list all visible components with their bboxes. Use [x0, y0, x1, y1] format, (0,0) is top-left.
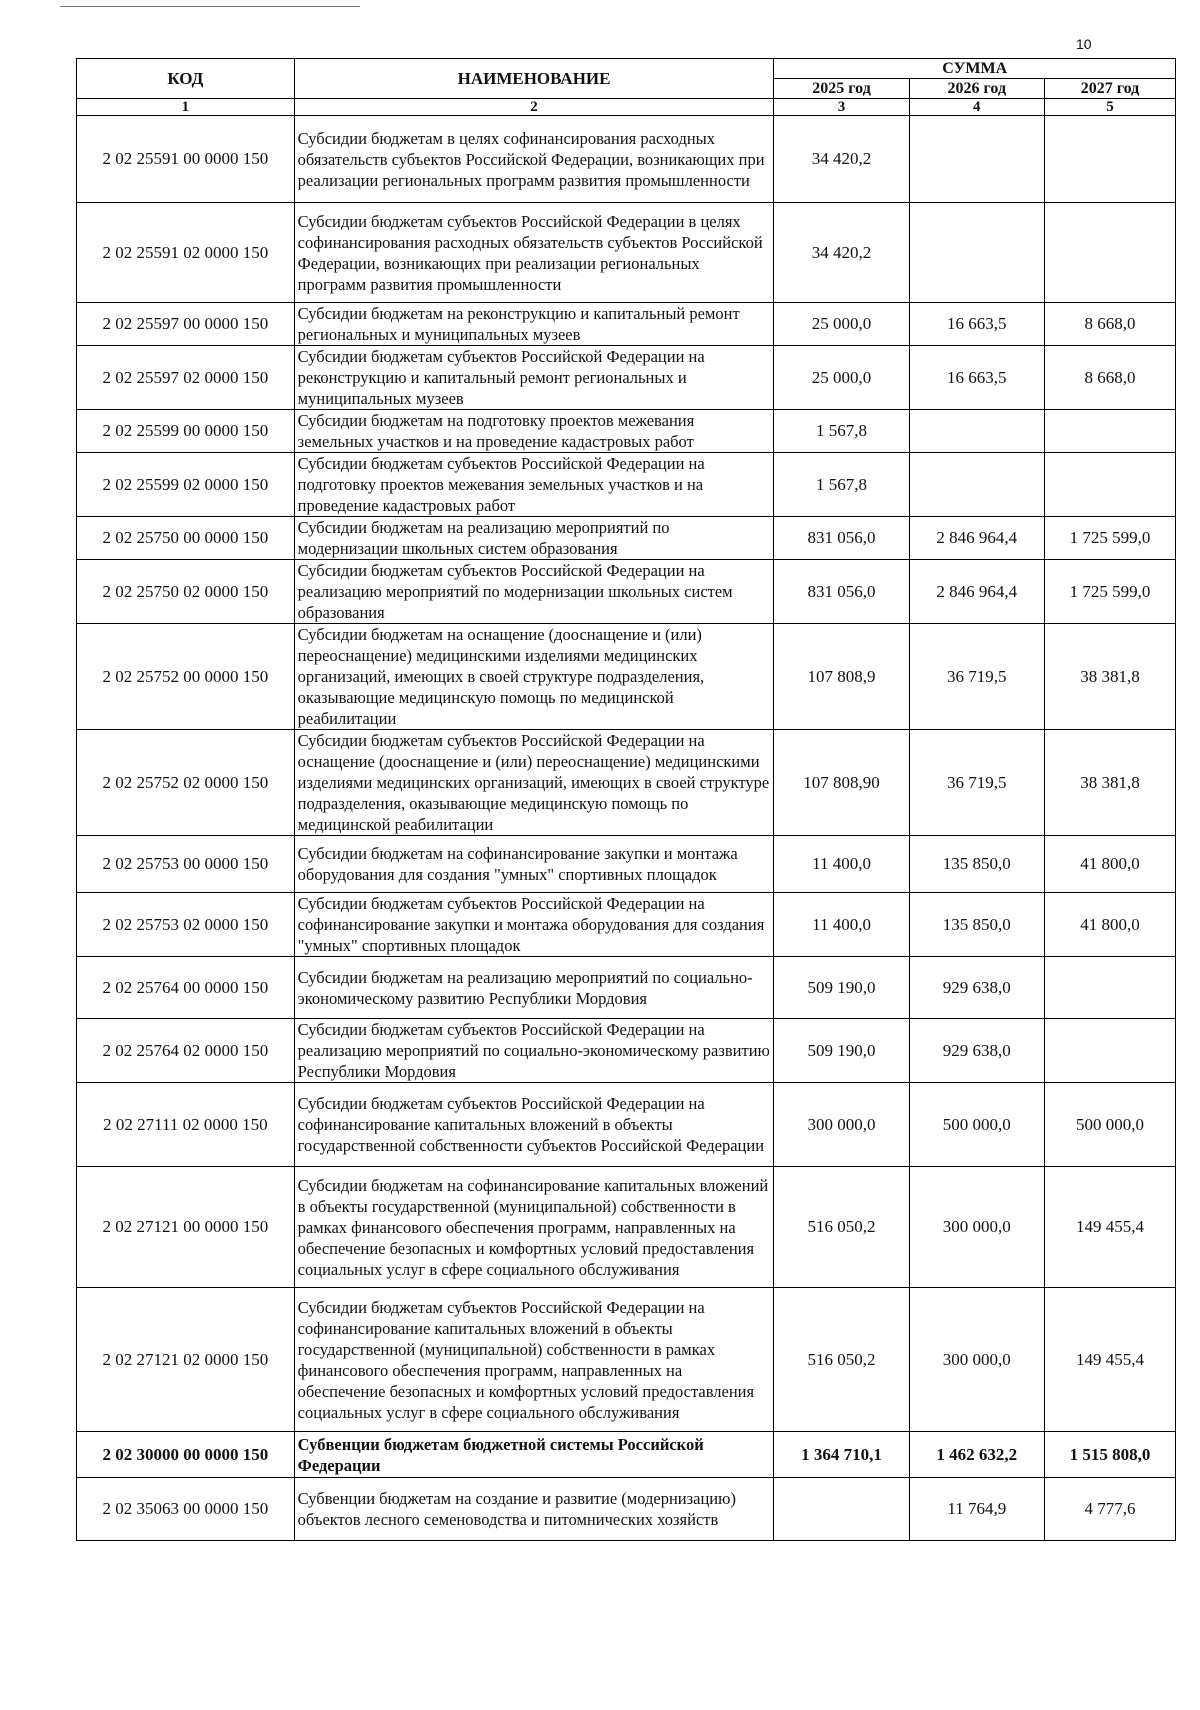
row-value-2025: 831 056,0: [774, 517, 909, 560]
row-value-2026: 16 663,5: [909, 303, 1044, 346]
row-code: 2 02 25599 02 0000 150: [77, 453, 295, 517]
row-name: Субсидии бюджетам на софинансирование закупки и монтажа оборудования для создания "умных" спортивных площадок: [294, 836, 774, 893]
row-value-2025: 516 050,2: [774, 1167, 909, 1288]
table-row: [77, 116, 1176, 203]
row-name: Субсидии бюджетам субъектов Российской Федерации на софинансирование капитальных вложений в объекты государственной собственности субъектов Российской Федерации: [294, 1083, 774, 1167]
page-number: 10: [1076, 36, 1092, 52]
row-name: Субсидии бюджетам субъектов Российской Федерации на софинансирование капитальных вложений в объекты государственной (муниципальной) собственности в рамках финансового обеспечения программ, направленных на обеспечение безопасных и комфортных условий предоставления социальных услуг в сфере социального обслуживания: [294, 1288, 774, 1432]
row-value-2027: 1 725 599,0: [1044, 517, 1175, 560]
row-code: 2 02 25591 02 0000 150: [77, 203, 295, 303]
row-name: Субсидии бюджетам субъектов Российской Федерации на подготовку проектов межевания земельных участков и на проведение кадастровых работ: [294, 453, 774, 517]
header-year-2027: 2027 год: [1044, 79, 1175, 99]
row-value-2025: 1 364 710,1: [774, 1432, 909, 1478]
table-row: [77, 1478, 1176, 1541]
row-name: Субсидии бюджетам субъектов Российской Федерации в целях софинансирования расходных обязательств субъектов Российской Федерации, возникающих при реализации региональных программ развития промышленности: [294, 203, 774, 303]
row-name: Субвенции бюджетам бюджетной системы Российской Федерации: [294, 1432, 774, 1478]
row-name: Субсидии бюджетам на оснащение (дооснащение и (или) переоснащение) медицинскими изделиями медицинских организаций, имеющих в своей структуре подразделения, оказывающие медицинскую помощь по медицинской реабилитации: [294, 624, 774, 730]
row-value-2026: 16 663,5: [909, 346, 1044, 410]
table-row: [77, 1167, 1176, 1288]
row-value-2025: 831 056,0: [774, 560, 909, 624]
row-value-2026: 2 846 964,4: [909, 517, 1044, 560]
row-name: Субсидии бюджетам в целях софинансирования расходных обязательств субъектов Российской Федерации, возникающих при реализации региональных программ развития промышленности: [294, 116, 774, 203]
row-value-2027: 4 777,6: [1044, 1478, 1175, 1541]
table-row: [77, 560, 1176, 624]
table-body: [77, 116, 1176, 1541]
row-name: Субвенции бюджетам на создание и развитие (модернизацию) объектов лесного семеноводства и питомнических хозяйств: [294, 1478, 774, 1541]
row-value-2026: 2 846 964,4: [909, 560, 1044, 624]
row-value-2027: 1 515 808,0: [1044, 1432, 1175, 1478]
table-row: [77, 1432, 1176, 1478]
row-value-2025: 11 400,0: [774, 836, 909, 893]
row-value-2027: 8 668,0: [1044, 346, 1175, 410]
table-row: [77, 203, 1176, 303]
column-number: 5: [1044, 99, 1175, 116]
row-code: 2 02 27121 00 0000 150: [77, 1167, 295, 1288]
row-value-2025: 34 420,2: [774, 203, 909, 303]
header-code: КОД: [77, 59, 295, 99]
row-code: 2 02 25591 00 0000 150: [77, 116, 295, 203]
table-row: [77, 730, 1176, 836]
row-name: Субсидии бюджетам на реализацию мероприятий по социально-экономическому развитию Республики Мордовия: [294, 957, 774, 1019]
row-code: 2 02 25764 02 0000 150: [77, 1019, 295, 1083]
row-value-2027: [1044, 1019, 1175, 1083]
row-value-2027: [1044, 203, 1175, 303]
row-name: Субсидии бюджетам субъектов Российской Федерации на оснащение (дооснащение и (или) переоснащение) медицинскими изделиями медицинских организаций, имеющих в своей структуре подразделения, оказывающие медицинскую помощь по медицинской реабилитации: [294, 730, 774, 836]
row-code: 2 02 30000 00 0000 150: [77, 1432, 295, 1478]
row-value-2026: 929 638,0: [909, 1019, 1044, 1083]
table-row: [77, 517, 1176, 560]
header-year-2026: 2026 год: [909, 79, 1044, 99]
budget-table: [76, 58, 1176, 1541]
row-code: 2 02 25597 00 0000 150: [77, 303, 295, 346]
table-row: [77, 346, 1176, 410]
row-value-2025: 1 567,8: [774, 410, 909, 453]
scan-artifact-line: [60, 6, 360, 7]
column-number: 1: [77, 99, 295, 116]
row-value-2026: 1 462 632,2: [909, 1432, 1044, 1478]
row-code: 2 02 25597 02 0000 150: [77, 346, 295, 410]
row-name: Субсидии бюджетам на реконструкцию и капитальный ремонт региональных и муниципальных музеев: [294, 303, 774, 346]
table-row: [77, 624, 1176, 730]
row-value-2025: 1 567,8: [774, 453, 909, 517]
table-row: [77, 836, 1176, 893]
row-name: Субсидии бюджетам субъектов Российской Федерации на реализацию мероприятий по социально-экономическому развитию Республики Мордовия: [294, 1019, 774, 1083]
row-value-2027: [1044, 116, 1175, 203]
row-value-2025: 107 808,90: [774, 730, 909, 836]
row-name: Субсидии бюджетам на реализацию мероприятий по модернизации школьных систем образования: [294, 517, 774, 560]
row-value-2025: [774, 1478, 909, 1541]
row-value-2027: 38 381,8: [1044, 624, 1175, 730]
row-value-2027: 500 000,0: [1044, 1083, 1175, 1167]
table-row: [77, 957, 1176, 1019]
row-value-2026: [909, 116, 1044, 203]
row-value-2027: 1 725 599,0: [1044, 560, 1175, 624]
row-code: 2 02 25752 02 0000 150: [77, 730, 295, 836]
row-value-2026: 929 638,0: [909, 957, 1044, 1019]
row-value-2025: 300 000,0: [774, 1083, 909, 1167]
column-number: 4: [909, 99, 1044, 116]
row-value-2027: 41 800,0: [1044, 836, 1175, 893]
row-code: 2 02 35063 00 0000 150: [77, 1478, 295, 1541]
row-code: 2 02 27121 02 0000 150: [77, 1288, 295, 1432]
row-code: 2 02 27111 02 0000 150: [77, 1083, 295, 1167]
row-value-2026: [909, 410, 1044, 453]
header-name: НАИМЕНОВАНИЕ: [294, 59, 774, 99]
row-name: Субсидии бюджетам субъектов Российской Федерации на софинансирование закупки и монтажа оборудования для создания "умных" спортивных площадок: [294, 893, 774, 957]
row-value-2026: 36 719,5: [909, 730, 1044, 836]
row-code: 2 02 25752 00 0000 150: [77, 624, 295, 730]
row-name: Субсидии бюджетам на софинансирование капитальных вложений в объекты государственной (муниципальной) собственности в рамках финансового обеспечения программ, направленных на обеспечение безопасных и комфортных условий предоставления социальных услуг в сфере социального обслуживания: [294, 1167, 774, 1288]
row-value-2027: [1044, 453, 1175, 517]
row-value-2025: 509 190,0: [774, 1019, 909, 1083]
row-value-2026: 300 000,0: [909, 1167, 1044, 1288]
row-value-2026: 36 719,5: [909, 624, 1044, 730]
row-value-2025: 11 400,0: [774, 893, 909, 957]
row-value-2027: 38 381,8: [1044, 730, 1175, 836]
row-code: 2 02 25750 02 0000 150: [77, 560, 295, 624]
row-value-2026: [909, 453, 1044, 517]
row-value-2027: 8 668,0: [1044, 303, 1175, 346]
row-value-2025: 25 000,0: [774, 346, 909, 410]
row-value-2027: 149 455,4: [1044, 1167, 1175, 1288]
row-code: 2 02 25599 00 0000 150: [77, 410, 295, 453]
row-value-2025: 509 190,0: [774, 957, 909, 1019]
row-value-2025: 34 420,2: [774, 116, 909, 203]
row-value-2027: 41 800,0: [1044, 893, 1175, 957]
row-name: Субсидии бюджетам субъектов Российской Федерации на реализацию мероприятий по модернизации школьных систем образования: [294, 560, 774, 624]
table-row: [77, 410, 1176, 453]
row-value-2025: 25 000,0: [774, 303, 909, 346]
row-name: Субсидии бюджетам на подготовку проектов межевания земельных участков и на проведение кадастровых работ: [294, 410, 774, 453]
row-value-2026: 135 850,0: [909, 893, 1044, 957]
row-value-2025: 107 808,9: [774, 624, 909, 730]
table-row: [77, 303, 1176, 346]
row-code: 2 02 25753 00 0000 150: [77, 836, 295, 893]
row-value-2026: 11 764,9: [909, 1478, 1044, 1541]
row-value-2027: [1044, 410, 1175, 453]
row-value-2027: 149 455,4: [1044, 1288, 1175, 1432]
row-code: 2 02 25750 00 0000 150: [77, 517, 295, 560]
row-code: 2 02 25764 00 0000 150: [77, 957, 295, 1019]
table-row: [77, 1019, 1176, 1083]
table-row: [77, 1083, 1176, 1167]
table-row: [77, 453, 1176, 517]
row-name: Субсидии бюджетам субъектов Российской Федерации на реконструкцию и капитальный ремонт региональных и муниципальных музеев: [294, 346, 774, 410]
row-value-2026: 135 850,0: [909, 836, 1044, 893]
row-code: 2 02 25753 02 0000 150: [77, 893, 295, 957]
column-number: 2: [294, 99, 774, 116]
column-number-row: [77, 99, 1176, 116]
row-value-2026: [909, 203, 1044, 303]
row-value-2027: [1044, 957, 1175, 1019]
column-number: 3: [774, 99, 909, 116]
header-sum: СУММА: [774, 59, 1176, 79]
row-value-2025: 516 050,2: [774, 1288, 909, 1432]
header-year-2025: 2025 год: [774, 79, 909, 99]
table-row: [77, 1288, 1176, 1432]
row-value-2026: 500 000,0: [909, 1083, 1044, 1167]
table-row: [77, 893, 1176, 957]
row-value-2026: 300 000,0: [909, 1288, 1044, 1432]
